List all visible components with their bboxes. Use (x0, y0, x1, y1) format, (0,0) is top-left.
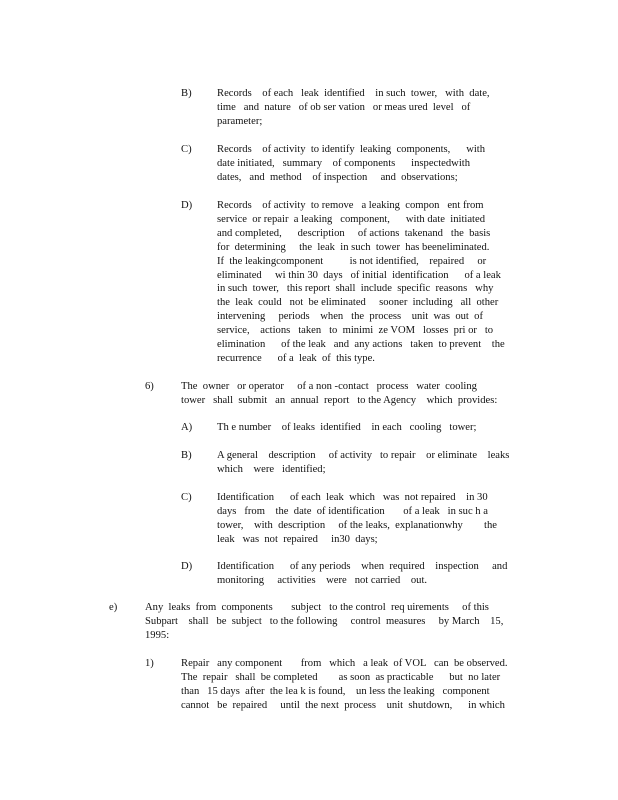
item-text (181, 657, 508, 713)
text-line: If the leakingcomponent is not identified, repaired or (217, 255, 487, 267)
text-line: Th e number of leaks identified in each cooling tower; (217, 422, 477, 433)
item-label: 1) (145, 658, 154, 669)
text-line: in such tower, this report shall include specific reasons why (217, 283, 494, 295)
text-line: time and nature of ob ser vation or meas ured level of (217, 101, 471, 113)
text-line: than 15 days after the lea k is found, un less the leaking component (181, 685, 490, 697)
text-line: Identification of each leak which was not repaired in 30 (217, 492, 488, 503)
text-line: recurrence of a leak of this type. (217, 352, 375, 364)
text-line: Any leaks from components subject to the control req uirements of this (145, 602, 489, 613)
text-line: dates, and method of inspection and observations; (217, 171, 458, 183)
text-line: Records of activity to identify leaking components, with (217, 144, 486, 155)
item-label: C) (181, 144, 192, 155)
text-line: Records of each leak identified in such tower, with date, (217, 88, 490, 99)
text-line: 1995: (145, 629, 170, 641)
text-line: days from the date of identification of a leak in suc h a (217, 505, 488, 517)
item-label: A) (181, 422, 193, 433)
text-line: Repair any component from which a leak of VOL can be observed. (181, 658, 508, 669)
text-line: the leak could not be eliminated sooner including all other (217, 297, 499, 309)
text-line: service, actions taken to minimi ze VOM losses pri or to (217, 325, 494, 337)
text-line: Identification of any periods when required inspection and (217, 561, 508, 572)
item-label: C) (181, 492, 192, 503)
text-line: A general description of activity to repair or eliminate leaks (217, 450, 510, 461)
item-label: 6) (145, 381, 154, 392)
text-line: Records of activity to remove a leaking compon ent from (217, 200, 484, 211)
item-text (217, 560, 507, 588)
item-text (217, 143, 485, 185)
text-line: eliminated wi thin 30 days of initial identification of a leak (217, 269, 501, 281)
text-line: for determining the leak in such tower has beeneliminated. (217, 241, 490, 253)
text-line: date initiated, summary of components inspectedwith (217, 157, 471, 169)
text-line: The repair shall be completed as soon as practicable but no later (181, 671, 501, 683)
item-text (217, 421, 476, 435)
text-line: service or repair a leaking component, with date initiated (217, 213, 485, 225)
item-label: B) (181, 88, 192, 99)
item-text (217, 199, 505, 366)
text-line: tower shall submit an annual report to the Agency which provides: (181, 394, 498, 406)
text-line: and completed, description of actions takenand the basis (217, 227, 491, 239)
item-text (217, 449, 509, 477)
text-line: leak was not repaired in30 days; (217, 533, 378, 545)
text-line: cannot be repaired until the next process unit shutdown, in which (181, 699, 505, 711)
text-line: monitoring activities were not carried out. (217, 574, 428, 586)
item-text (217, 491, 497, 547)
text-line: parameter; (217, 115, 263, 127)
item-text (181, 380, 497, 408)
item-text (145, 601, 503, 643)
text-line: intervening periods when the process unit was out of (217, 311, 483, 323)
text-line: The owner or operator of a non -contact process water cooling (181, 381, 477, 392)
item-label: e) (109, 602, 118, 613)
text-line: elimination of the leak and any actions taken to prevent the (217, 339, 505, 351)
item-label: B) (181, 450, 192, 461)
text-line: tower, with description of the leaks, explanationwhy the (217, 519, 497, 531)
item-label: D) (181, 200, 193, 211)
item-text (217, 87, 490, 129)
item-label: D) (181, 561, 193, 572)
text-line: which were identified; (217, 463, 326, 475)
text-line: Subpart shall be subject to the following control measures by March 15, (145, 615, 504, 627)
